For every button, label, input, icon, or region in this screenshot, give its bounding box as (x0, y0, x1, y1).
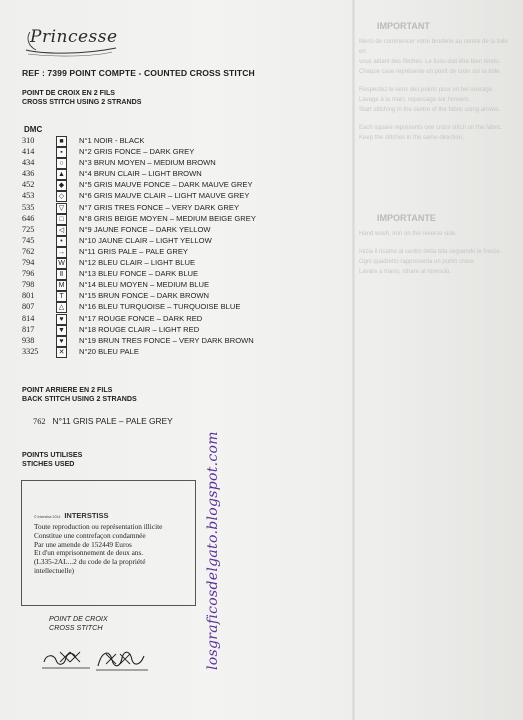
showthrough-text-b (359, 229, 509, 277)
right-page-showthrough (359, 15, 509, 555)
interstiss-brand (34, 511, 109, 520)
dmc-code: 798 (22, 280, 35, 290)
showthrough-line: Each square represents one cross stitch on the fabric. (359, 125, 503, 131)
dmc-code: 3325 (22, 346, 39, 356)
dmc-code: 725 (22, 224, 35, 234)
showthrough-line: Ogni quadretto rappresenta un punto croce. (359, 259, 476, 265)
stitch-type-label-en: CROSS STITCH (49, 622, 103, 632)
thread-name: N°10 JAUNE CLAIR – LIGHT YELLOW (79, 235, 212, 245)
dmc-code: 535 (22, 202, 35, 212)
thread-name: N°5 GRIS MAUVE FONCE – DARK MAUVE GREY (79, 180, 253, 190)
chart-symbol-icon: ▼ (56, 325, 67, 336)
thread-name: N°3 BRUN MOYEN – MEDIUM BROWN (79, 158, 216, 168)
showthrough-line: Inizia il ricamo al centro della tela seguendo le frecce. (359, 249, 502, 255)
page-fold (352, 0, 355, 720)
back-stitch-heading (22, 386, 137, 404)
chart-symbol-icon: ▲ (56, 169, 67, 180)
chart-symbol-icon: ♥ (56, 314, 67, 325)
chart-symbol-icon: M (56, 280, 67, 291)
thread-name: N°14 BLEU MOYEN – MEDIUM BLUE (79, 280, 210, 290)
dmc-code: 434 (22, 158, 35, 168)
stitch-type-label (49, 615, 108, 632)
legal-line: Et d'un emprisonnement de deux ans. (34, 548, 144, 558)
dmc-code: 807 (22, 302, 35, 312)
stitches-used-heading-en: STICHES USED (22, 460, 75, 468)
stitch-type-label-fr: POINT DE CROIX (49, 614, 108, 623)
dmc-code: 801 (22, 291, 35, 301)
showthrough-line: Hand wash, iron on the reverse side. (359, 231, 457, 237)
dmc-code: 745 (22, 235, 35, 245)
showthrough-line: Start stitching in the centre of the fabric using arrows. (359, 107, 501, 113)
thread-name: N°11 GRIS PALE – PALE GREY (79, 246, 188, 256)
chart-symbol-icon: ○ (56, 158, 67, 169)
chart-symbol-icon: ◆ (56, 180, 67, 191)
showthrough-heading: IMPORTANT (377, 21, 430, 31)
dmc-column-header: DMC (24, 125, 43, 134)
thread-name: N°4 BRUN CLAIR – LIGHT BROWN (79, 169, 202, 179)
dmc-code: 414 (22, 147, 35, 157)
chart-symbol-icon: ■ (56, 136, 67, 147)
thread-name: N°15 BRUN FONCE – DARK BROWN (79, 291, 210, 301)
chart-symbol-icon: W (56, 258, 67, 269)
cross-stitch-heading-en: CROSS STITCH USING 2 STRANDS (22, 98, 142, 106)
chart-symbol-icon: ▪ (56, 147, 67, 158)
copyright-small: © Interstiss 2014 (34, 515, 61, 519)
showthrough-line: Chaque case représente un point de croix sur la toile. (359, 69, 502, 75)
reference-title: REF : 7399 POINT COMPTE - COUNTED CROSS STITCH (22, 68, 255, 78)
showthrough-line: Respectez le sens des points pour un bel ouvrage. (359, 87, 494, 93)
showthrough-line: Keep the stitches in the same direction. (359, 135, 464, 141)
logo-wordmark: Princesse (30, 27, 118, 47)
thread-name: N°13 BLEU FONCE – DARK BLUE (79, 269, 199, 279)
princesse-logo (22, 24, 120, 58)
thread-name: N°1 NOIR - BLACK (79, 136, 145, 145)
dmc-code: 453 (22, 191, 35, 201)
cross-stitch-heading-fr: POINT DE CROIX EN 2 FILS (22, 89, 116, 97)
showthrough-text-a (359, 37, 509, 143)
dmc-code: 814 (22, 313, 35, 323)
chart-symbol-icon: • (56, 236, 67, 247)
showthrough-heading-2: IMPORTANTE (377, 213, 436, 223)
thread-name: N°12 BLEU CLAIR – LIGHT BLUE (79, 258, 196, 268)
legal-line: (L335-2AL...2 du code de la propriété (34, 557, 146, 567)
dmc-code: 452 (22, 180, 35, 190)
thread-name: N°2 GRIS FONCE – DARK GREY (79, 147, 195, 157)
dmc-code: 938 (22, 335, 35, 345)
cross-stitch-heading (22, 89, 141, 107)
chart-symbol-icon: △ (56, 302, 67, 313)
thread-name: N°16 BLEU TURQUOISE – TURQUOISE BLUE (79, 302, 241, 312)
showthrough-line: Lavage à la main, repassage sur l'envers. (359, 97, 470, 103)
thread-name: N°9 JAUNE FONCE – DARK YELLOW (79, 224, 211, 234)
chart-symbol-icon: ▽ (56, 203, 67, 214)
chart-symbol-icon: ♥ (56, 336, 67, 347)
dmc-code: 310 (22, 136, 35, 145)
interstiss-wordmark: INTERSTISS (64, 511, 109, 520)
legal-line: intellectuelle) (34, 565, 75, 575)
legal-line: Toute reproduction ou représentation illicite (34, 522, 163, 531)
copyright-box (21, 480, 196, 606)
chart-symbol-icon: T (56, 291, 67, 302)
chart-symbol-icon: → (58, 248, 65, 256)
thread-name: N°7 GRIS TRES FONCE – VERY DARK GREY (79, 202, 240, 212)
thread-name: N°20 BLEU PALE (79, 346, 139, 356)
copyright-notice (34, 523, 162, 576)
legal-line: Constitue une contrefaçon condamnée (34, 530, 146, 540)
chart-symbol-icon: ✕ (56, 347, 67, 358)
back-stitch-thread (33, 416, 173, 426)
cross-stitch-diagram-icon (40, 640, 150, 676)
blog-watermark: losgraficosdelgato.blogspot.com (205, 431, 221, 670)
back-stitch-heading-fr: POINT ARRIERE EN 2 FILS (22, 386, 113, 394)
stitches-used-heading (22, 451, 82, 469)
chart-symbol-icon: Ⅱ (56, 269, 67, 280)
thread-name: N°19 BRUN TRES FONCE – VERY DARK BROWN (79, 335, 254, 345)
dmc-code: 817 (22, 324, 35, 334)
dmc-code: 646 (22, 213, 35, 223)
back-stitch-name: N°11 GRIS PALE – PALE GREY (52, 416, 173, 426)
chart-symbol-icon: ◇ (56, 191, 67, 202)
dmc-code: 436 (22, 169, 35, 179)
thread-name: N°18 ROUGE CLAIR – LIGHT RED (79, 324, 200, 334)
dmc-code: 796 (22, 269, 35, 279)
stitches-used-heading-fr: POINTS UTILISES (22, 451, 83, 459)
chart-symbol-icon: ◁ (56, 225, 67, 236)
showthrough-line: Merci de commencer votre broderie au centre de la toile en (359, 39, 508, 55)
thread-name: N°8 GRIS BEIGE MOYEN – MEDIUM BEIGE GREY (79, 213, 256, 223)
showthrough-line: Lavare a mano, stirare al rovescio. (359, 269, 452, 275)
legal-line: Par une amende de 152449 Euros (34, 539, 132, 549)
back-stitch-code: 762 (33, 417, 46, 426)
back-stitch-heading-en: BACK STITCH USING 2 STRANDS (22, 395, 137, 403)
chart-symbol-icon: □ (56, 214, 67, 225)
thread-name: N°6 GRIS MAUVE CLAIR – LIGHT MAUVE GREY (79, 191, 250, 201)
dmc-code: 794 (22, 258, 35, 268)
showthrough-line: vous aidant des flèches. Le tissu doit être bien tendu. (359, 59, 501, 65)
dmc-code: 762 (22, 246, 35, 256)
thread-name: N°17 ROUGE FONCE – DARK RED (79, 313, 203, 323)
